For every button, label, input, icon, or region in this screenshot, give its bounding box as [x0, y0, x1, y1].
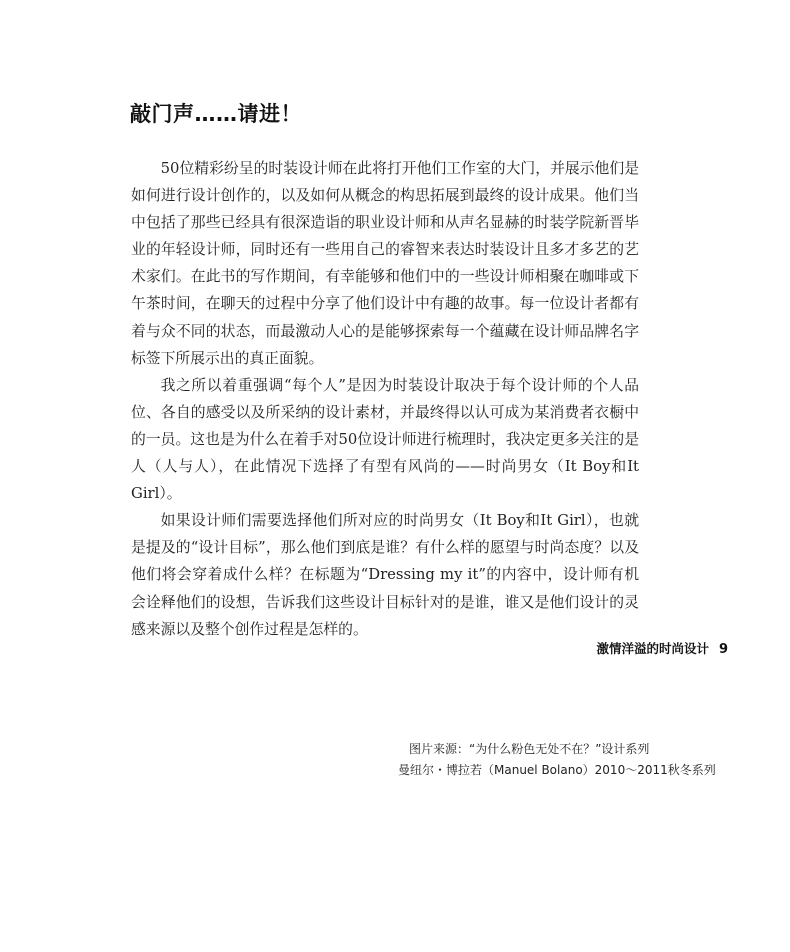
page-title: 敲门声……请进！: [130, 102, 302, 126]
paragraph-1: 50位精彩纷呈的时装设计师在此将打开他们工作室的大门，并展示他们是如何进行设计创作的，以及如何从概念的构思拓展到最终的设计成果。他们当中包括了那些已经具有很深造诣的职业设计师和从声名显赫的时装学院新晋毕业的年轻设计师，同时还有一些用自己的睿智来表达时装设计且多才多艺的艺术家们。在此书的写作期间，有幸能够和他们中的一些设计师相聚在咖啡或下午茶时间，在聊天的过程中分享了他们设计中有趣的故事。每一位设计者都有着与众不同的状态，而最激动人心的是能够探索每一个蕴藏在设计师品牌名字标签下所展示出的真正面貌。: [131, 160, 639, 367]
body-text: [131, 155, 639, 643]
running-footer: [596, 639, 728, 657]
paragraph-3: 如果设计师们需要选择他们所对应的时尚男女（It Boy和It Girl），也就是提及的“设计目标”，那么他们到底是谁？有什么样的愿望与时尚态度？以及他们将会穿着成什么样？在标题为“Dressing my it”的内容中，设计师有机会诠释他们的设想，告诉我们这些设计目标针对的是谁，谁又是他们设计的灵感来源以及整个创作过程是怎样的。: [131, 512, 639, 638]
image-caption: [398, 739, 716, 781]
paragraph-2: 我之所以着重强调“每个人”是因为时装设计取决于每个设计师的个人品位、各自的感受以及所采纳的设计素材，并最终得以认可成为某消费者衣橱中的一员。这也是为什么在着手对50位设计师进行梳理时，我决定更多关注的是人（人与人），在此情况下选择了有型有风尚的——时尚男女（It Boy和It Girl）。: [131, 376, 639, 503]
caption-line-1: 图片来源：“为什么粉色无处不在？”设计系列: [409, 742, 650, 756]
caption-line-2: 曼纽尔・博拉若（Manuel Bolano）2010～2011秋冬系列: [398, 763, 716, 777]
footer-book-title: 激情洋溢的时尚设计: [596, 641, 709, 656]
page-number: 9: [718, 642, 728, 657]
